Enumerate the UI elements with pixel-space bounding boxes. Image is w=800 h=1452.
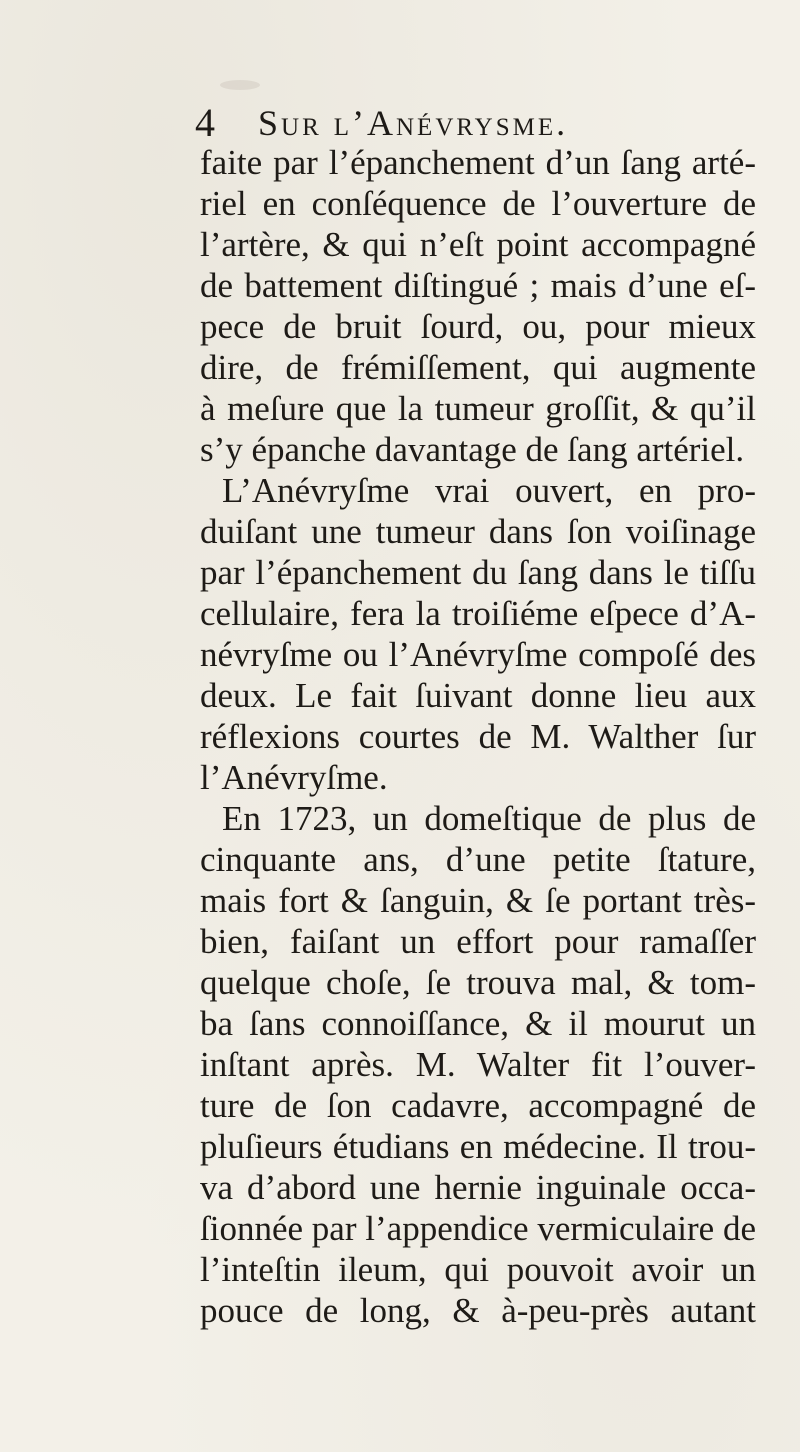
text-line: s’y épanche davantage de ſang artériel.	[200, 430, 745, 469]
text-line: réflexions courtes de M. Walther ſur	[200, 717, 756, 756]
text-line: dire, de frémiſſement, qui augmente	[200, 348, 756, 387]
text-line: cellulaire, fera la troiſiéme eſpece d’A-	[200, 594, 756, 633]
body-text	[0, 143, 800, 1343]
text-line: cinquante ans, d’une petite ſtature,	[200, 840, 756, 879]
text-line: l’Anévryſme.	[200, 758, 388, 797]
text-line: faite par l’épanchement d’un ſang arté-	[200, 143, 756, 182]
text-line: mais fort & ſanguin, & ſe portant très-	[200, 881, 756, 920]
text-line: quelque choſe, ſe trouva mal, & tom-	[200, 963, 756, 1002]
text-line: l’artère, & qui n’eſt point accompagné	[200, 225, 756, 264]
text-line: névryſme ou l’Anévryſme compoſé des	[200, 635, 756, 674]
text-line: deux. Le fait ſuivant donne lieu aux	[200, 676, 756, 715]
text-line: inſtant après. M. Walter fit l’ouver-	[200, 1045, 756, 1084]
paragraph-start-line: L’Anévryſme vrai ouvert, en pro-	[222, 471, 756, 510]
ink-smudge	[220, 80, 260, 90]
paragraph-start-line: En 1723, un domeſtique de plus de	[222, 799, 756, 838]
text-line: l’inteſtin ileum, qui pouvoit avoir un	[200, 1250, 756, 1289]
running-head: Sur l’Anévrysme.	[258, 103, 569, 143]
text-line: ſionnée par l’appendice vermiculaire de	[200, 1209, 756, 1248]
text-line: ba ſans connoiſſance, & il mourut un	[200, 1004, 756, 1043]
text-line: pece de bruit ſourd, ou, pour mieux	[200, 307, 756, 346]
text-line: duiſant une tumeur dans ſon voiſinage	[200, 512, 756, 551]
text-line: bien, faiſant un effort pour ramaſſer	[200, 922, 756, 961]
page-header	[195, 98, 755, 148]
page-number: 4	[195, 100, 215, 145]
text-line: à meſure que la tumeur groſſit, & qu’il	[200, 389, 756, 428]
text-line: va d’abord une hernie inguinale occa-	[200, 1168, 756, 1207]
text-line: ture de ſon cadavre, accompagné de	[200, 1086, 756, 1125]
text-line: de battement diſtingué ; mais d’une eſ-	[200, 266, 756, 305]
text-line: pluſieurs étudians en médecine. Il trou-	[200, 1127, 756, 1166]
text-line: riel en conſéquence de l’ouverture de	[200, 184, 756, 223]
text-line: par l’épanchement du ſang dans le tiſſu	[200, 553, 756, 592]
text-line: pouce de long, & à-peu-près autant	[200, 1291, 756, 1330]
